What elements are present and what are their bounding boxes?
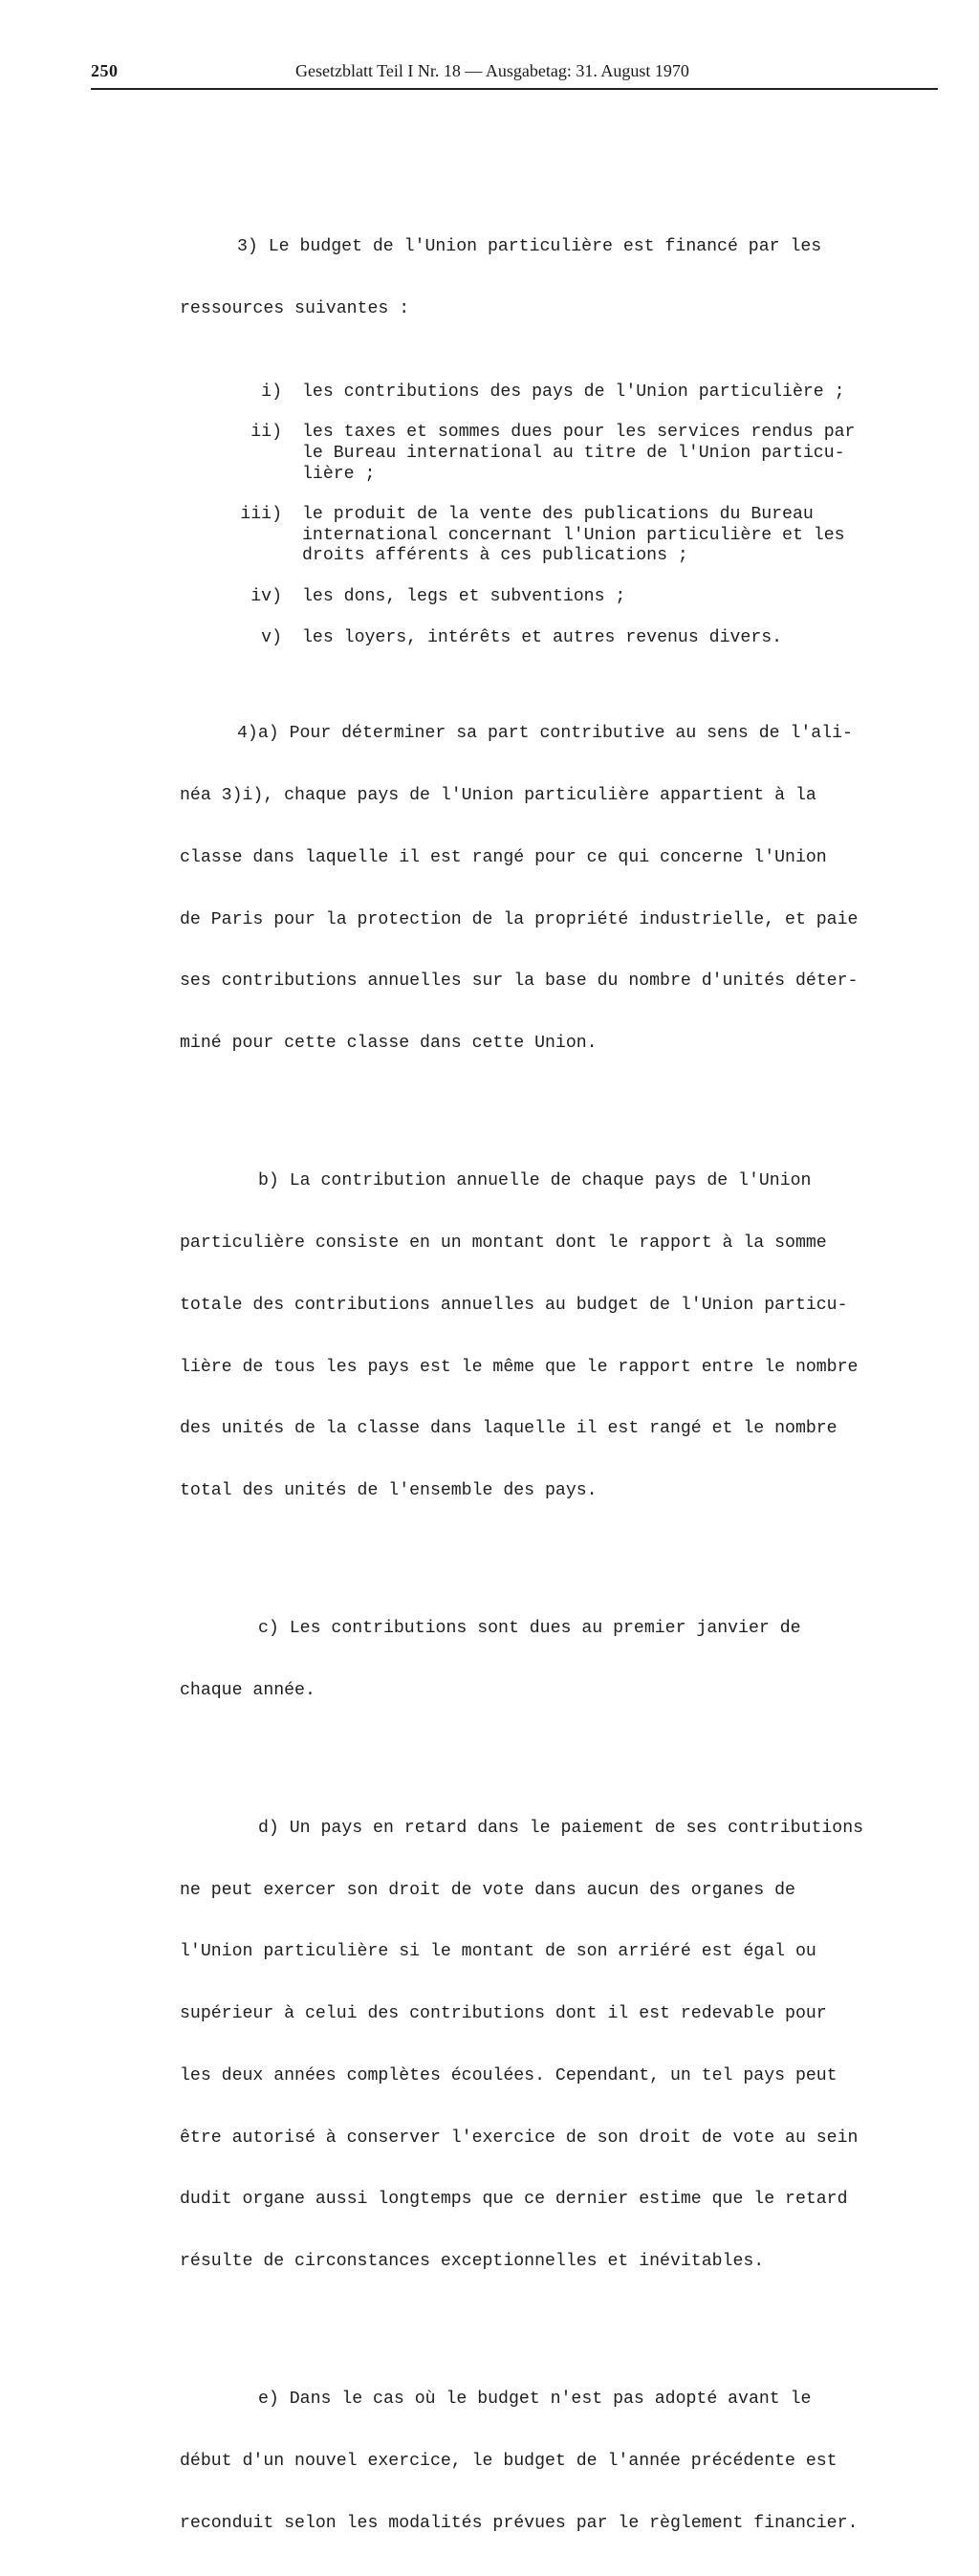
text-line: début d'un nouvel exercice, le budget de l'année précédente est: [180, 2452, 838, 2471]
list-item-v: [180, 628, 892, 649]
text-line: 4)a) Pour déterminer sa part contributive au sens de l'ali-: [237, 724, 853, 744]
text-line: les loyers, intérêts et autres revenus divers.: [302, 627, 783, 647]
text-line: reconduit selon les modalités prévues par le règlement financier.: [180, 2513, 859, 2533]
list-marker: iii): [240, 505, 282, 525]
text-line: particulière consiste en un montant dont le rapport à la somme: [180, 1233, 827, 1253]
paragraph-4e: [180, 2348, 892, 2576]
text-line: international concernant l'Union particulière et les: [302, 525, 845, 545]
text-line: résulte de circonstances exceptionnelles et inévitables.: [180, 2252, 765, 2272]
paragraph-4a: [180, 683, 892, 1096]
list-marker: iv): [250, 586, 282, 606]
list-marker: i): [261, 382, 282, 402]
paragraph-3: [180, 196, 892, 361]
text-line: 3) Le budget de l'Union particulière est financé par les: [237, 237, 822, 257]
running-head: Gesetzblatt Teil I Nr. 18 — Ausgabetag: 31. August 1970: [295, 61, 689, 80]
text-line: ressources suivantes :: [180, 298, 410, 318]
text-line: miné pour cette classe dans cette Union.: [180, 1034, 598, 1054]
text-line: des unités de la classe dans laquelle il est rangé et le nombre: [180, 1419, 838, 1439]
text-line: lière ;: [302, 464, 376, 484]
paragraph-4c: [180, 1578, 892, 1743]
text-line: l'Union particulière si le montant de son arriéré est égal ou: [180, 1942, 816, 1962]
text-line: être autorisé à conserver l'exercice de son droit de vote au sein: [180, 2128, 859, 2148]
text-line: supérieur à celui des contributions dont il est redevable pour: [180, 2004, 827, 2024]
list-item-iii: [180, 505, 892, 567]
text-line: d) Un pays en retard dans le paiement de ses contributions: [258, 1818, 864, 1838]
text-line: chaque année.: [180, 1680, 315, 1700]
text-line: ses contributions annuelles sur la base du nombre d'unités déter-: [180, 971, 859, 992]
text-line: lière de tous les pays est le même que le rapport entre le nombre: [180, 1357, 859, 1377]
page-number: 250: [91, 61, 119, 80]
text-line: de Paris pour la protection de la propriété industrielle, et paie: [180, 909, 859, 929]
text-line: droits afférents à ces publications ;: [302, 546, 688, 566]
text-line: total des unités de l'ensemble des pays.: [180, 1481, 598, 1501]
text-line: c) Les contributions sont dues au premier janvier de: [258, 1619, 801, 1639]
paragraph-4b: [180, 1130, 892, 1543]
text-line: les taxes et sommes dues pour les services rendus par: [302, 423, 856, 443]
page-header: [91, 61, 936, 88]
paragraph-4d: [180, 1778, 892, 2314]
document-body: [180, 196, 892, 2576]
list-item-ii: [180, 423, 892, 485]
list-item-iv: [180, 587, 892, 608]
text-line: dudit organe aussi longtemps que ce dernier estime que le retard: [180, 2190, 848, 2210]
text-line: ne peut exercer son droit de vote dans aucun des organes de: [180, 1880, 795, 1900]
text-line: totale des contributions annuelles au budget de l'Union particu-: [180, 1295, 848, 1315]
text-line: les deux années complètes écoulées. Cependant, un tel pays peut: [180, 2065, 838, 2085]
list-item-i: [180, 382, 892, 404]
text-line: néa 3)i), chaque pays de l'Union particulière appartient à la: [180, 786, 816, 806]
list-marker: ii): [250, 423, 282, 443]
text-line: les contributions des pays de l'Union particulière ;: [302, 382, 845, 402]
text-line: b) La contribution annuelle de chaque pays de l'Union: [258, 1171, 812, 1191]
text-line: les dons, legs et subventions ;: [302, 586, 626, 606]
text-line: le Bureau international au titre de l'Union particu-: [302, 443, 845, 463]
text-line: classe dans laquelle il est rangé pour ce qui concerne l'Union: [180, 847, 827, 867]
list-marker: v): [261, 627, 282, 647]
header-rule: [91, 88, 938, 90]
text-line: e) Dans le cas où le budget n'est pas adopté avant le: [258, 2390, 812, 2410]
text-line: le produit de la vente des publications du Bureau: [302, 505, 814, 525]
